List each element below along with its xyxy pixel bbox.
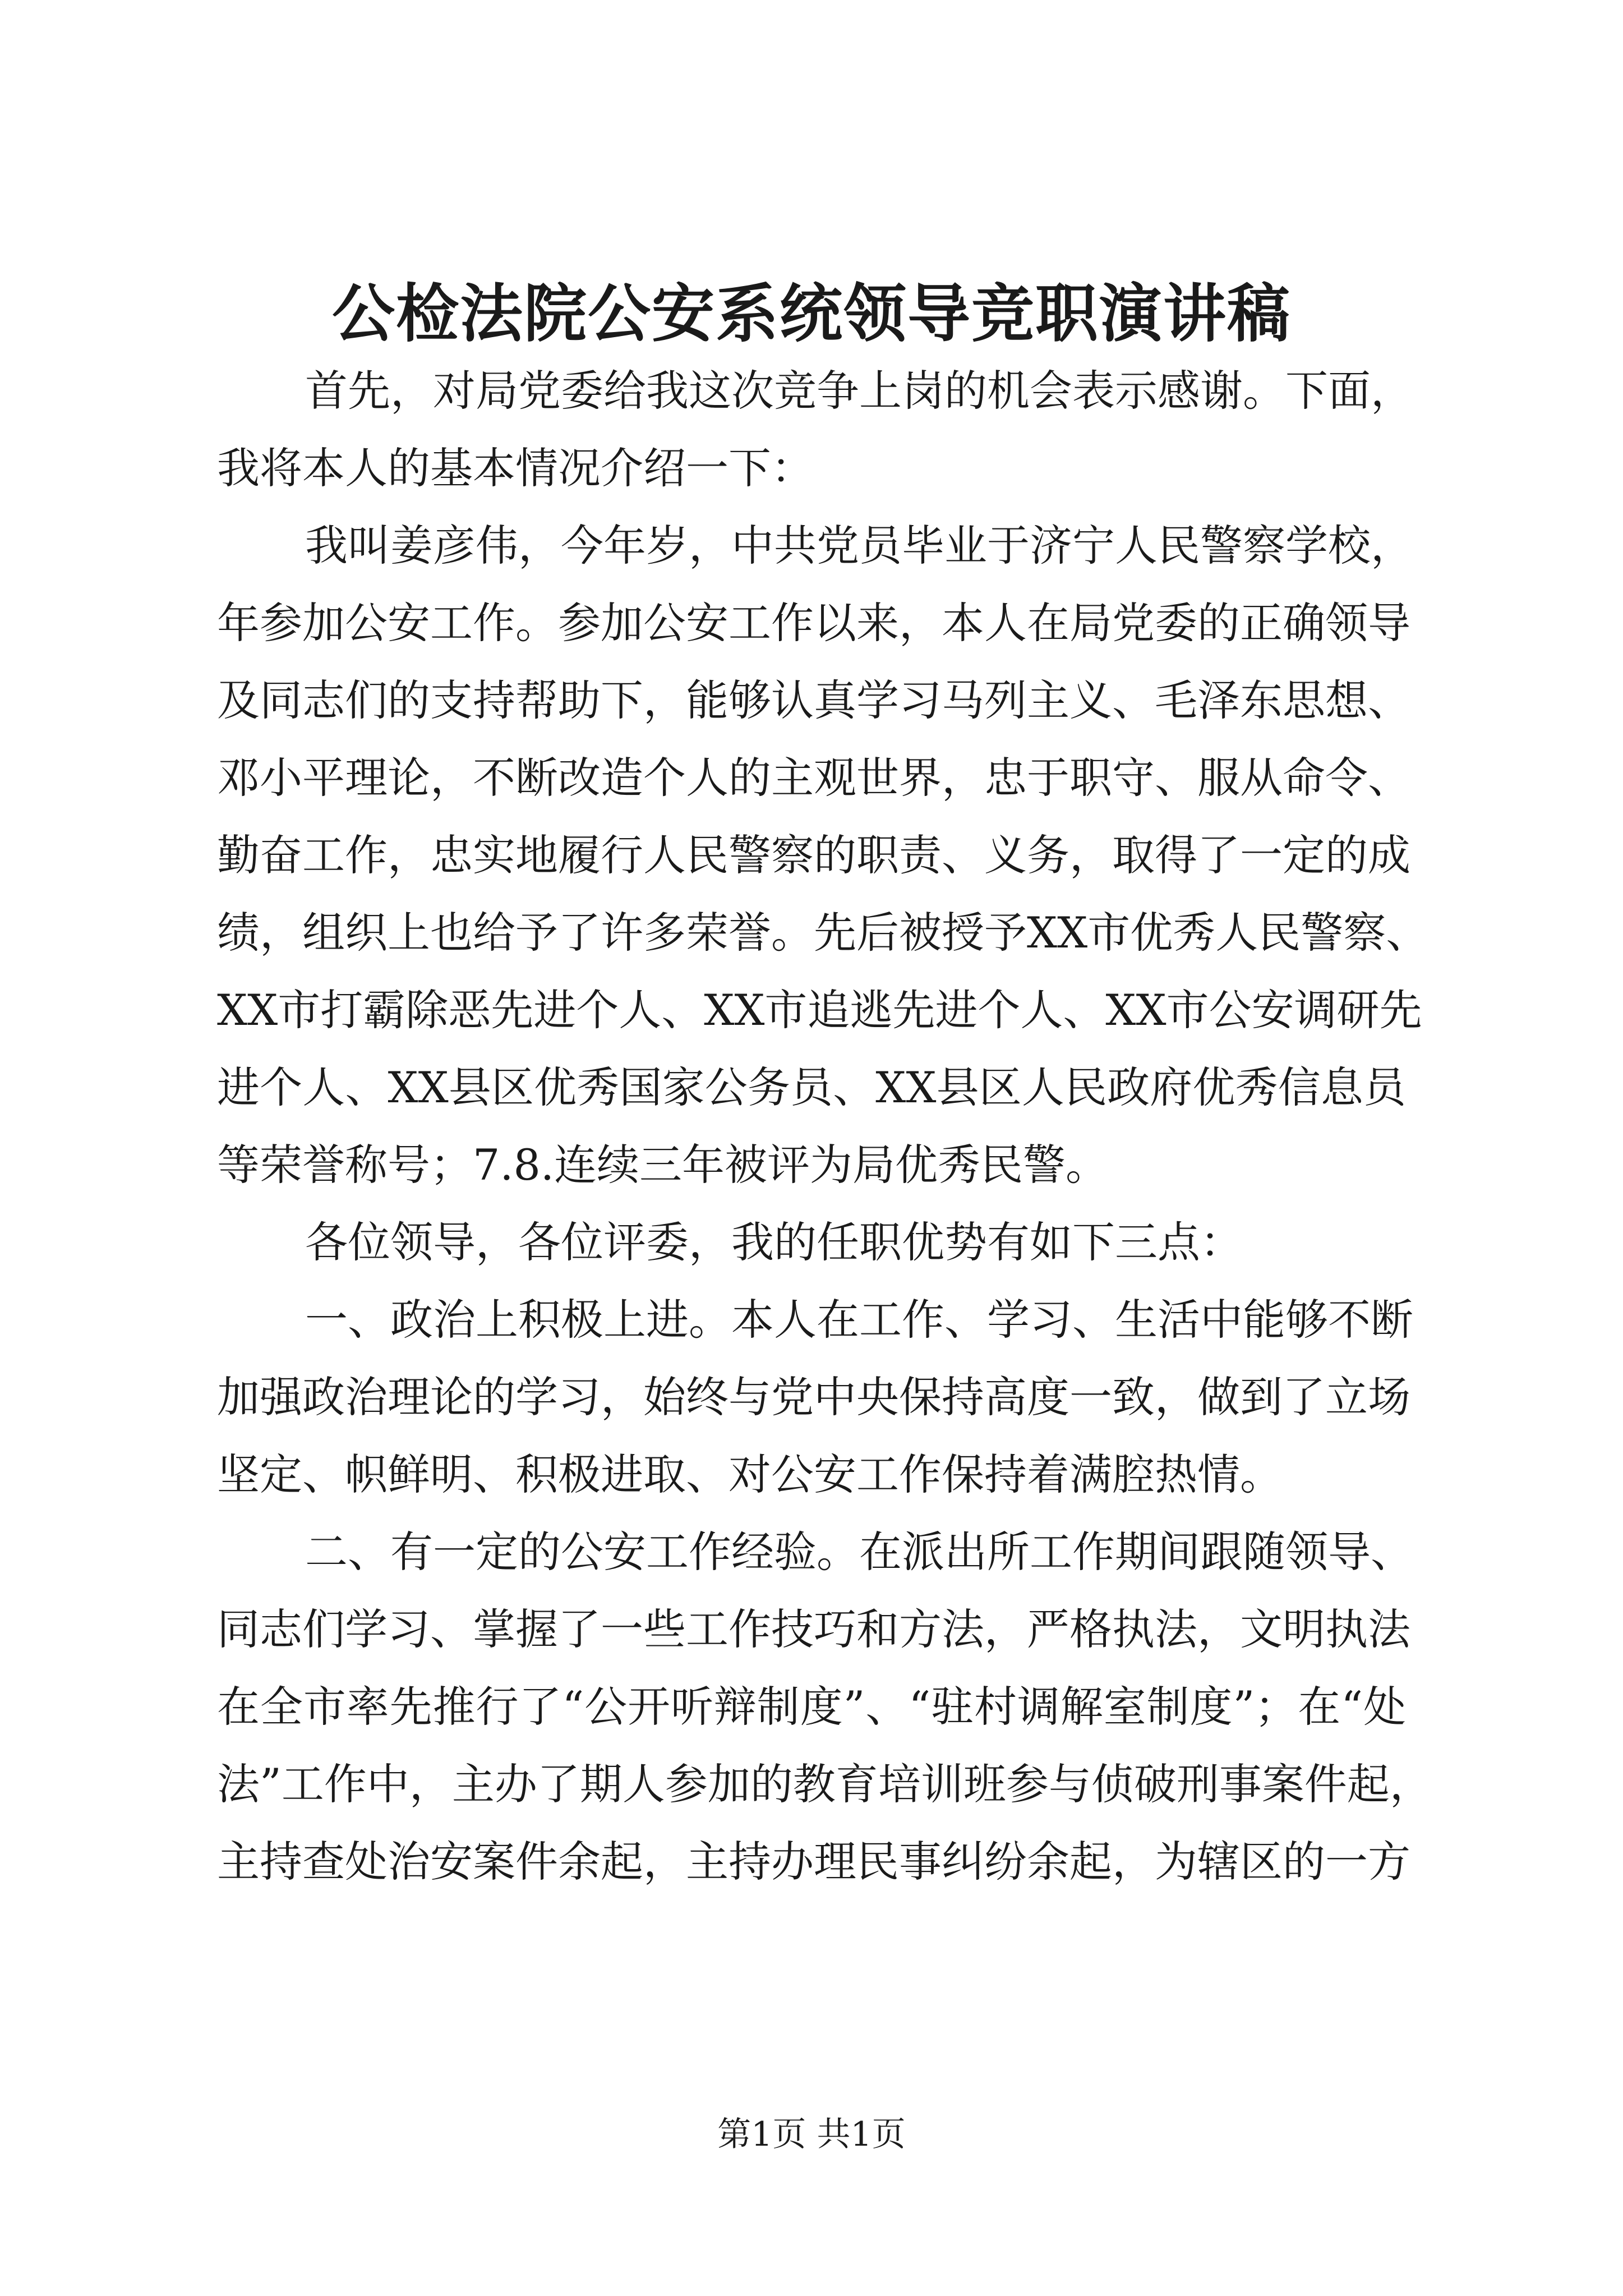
body-line-6: 邓小平理论，不断改造个人的主观世界，忠于职守、服从命令、 (217, 753, 1410, 803)
body-line-8: 绩，组织上也给予了许多荣誉。先后被授予XX市优秀人民警察、 (217, 908, 1429, 958)
body-line-4: 年参加公安工作。参加公安工作以来，本人在局党委的正确领导 (217, 598, 1410, 648)
body-line-17: 同志们学习、掌握了一些工作技巧和方法，严格执法，文明执法 (217, 1604, 1410, 1654)
body-line-11: 等荣誉称号；7.8.连续三年被评为局优秀民警。 (217, 1140, 1109, 1190)
document-title: 公检法院公安系统领导竞职演讲稿 (332, 277, 1291, 351)
body-line-15: 坚定、帜鲜明、积极进取、对公安工作保持着满腔热情。 (217, 1450, 1283, 1499)
body-line-20: 主持查处治安案件余起，主持办理民事纠纷余起，为辖区的一方 (217, 1837, 1410, 1887)
body-line-3: 我叫姜彦伟，今年岁，中共党员毕业于济宁人民警察学校， (305, 521, 1413, 570)
body-line-16: 二、有一定的公安工作经验。在派出所工作期间跟随领导、 (305, 1527, 1413, 1577)
page-footer: 第1页 共1页 (717, 2115, 906, 2154)
body-line-13: 一、政治上积极上进。本人在工作、学习、生活中能够不断 (305, 1295, 1413, 1345)
body-line-14: 加强政治理论的学习，始终与党中央保持高度一致，做到了立场 (217, 1372, 1410, 1422)
body-line-2: 我将本人的基本情况介绍一下： (217, 443, 814, 493)
body-line-19: 法”工作中，主办了期人参加的教育培训班参与侦破刑事案件起， (217, 1759, 1432, 1809)
body-line-7: 勤奋工作，忠实地履行人民警察的职责、义务，取得了一定的成 (217, 830, 1410, 880)
body-line-1: 首先，对局党委给我这次竞争上岗的机会表示感谢。下面， (305, 366, 1413, 416)
body-line-5: 及同志们的支持帮助下，能够认真学习马列主义、毛泽东思想、 (217, 675, 1410, 725)
body-line-9: XX市打霸除恶先进个人、XX市追逃先进个人、XX市公安调研先 (217, 985, 1422, 1035)
body-line-12: 各位领导，各位评委，我的任职优势有如下三点： (305, 1217, 1243, 1267)
body-line-10: 进个人、XX县区优秀国家公务员、XX县区人民政府优秀信息员 (217, 1062, 1406, 1112)
body-line-18: 在全市率先推行了“公开听辩制度”、“驻村调解室制度”；在“处 (217, 1682, 1406, 1732)
